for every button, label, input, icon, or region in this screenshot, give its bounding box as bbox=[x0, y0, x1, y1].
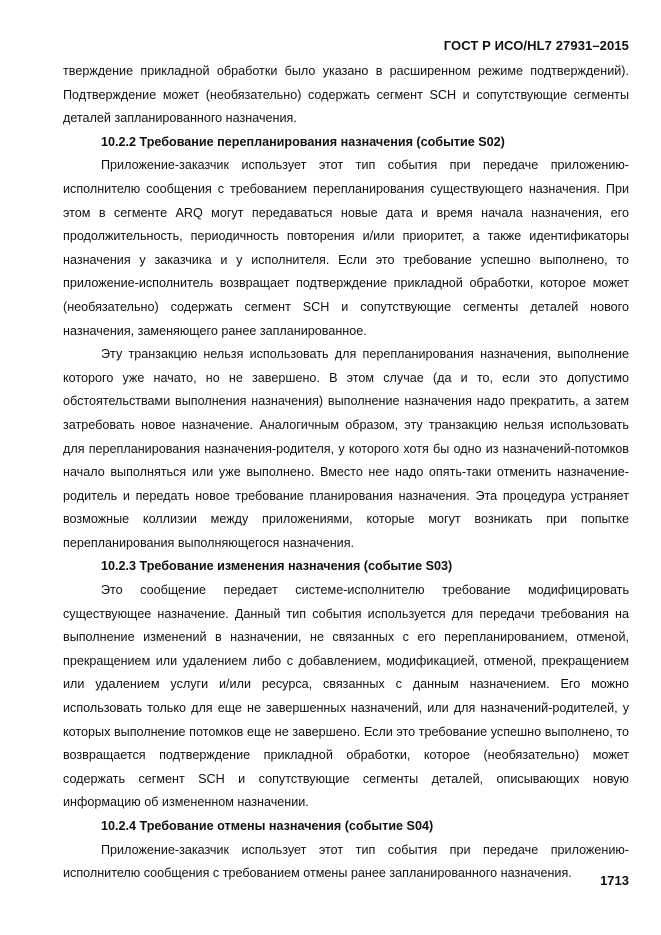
paragraph: Это сообщение передает системе-исполнителю требование модифицировать существующее назначение. Данный тип события используется для передачи требования на выполнение изменений в назначении, не связанных с его перепланированием, отменой, прекращением или удалением либо с добавлением, модификацией, отменой, прекращением или удалением услуги и/или ресурса, связанных с данным назначением. Его можно использовать только для еще не завершенных назначений, или для назначений-родителей, у которых выполнение потомков еще не завершено. Если это требование успешно выполнено, то возвращается подтверждение прикладной обработки, которое (необязательно) может содержать сегмент SCH и сопутствующие сегменты деталей, описывающих новую информацию об измененном назначении. bbox=[63, 583, 629, 810]
document-body bbox=[63, 60, 629, 886]
paragraph: Эту транзакцию нельзя использовать для перепланирования назначения, выполнение которого уже начато, но не завершено. В этом случае (да и то, если это допустимо обстоятельствами выполнения назначения) выполнение назначения надо прекратить, а затем затребовать новое назначение. Аналогичным образом, эту транзакцию нельзя использовать для перепланирования назначения-родителя, у которого хотя бы одно из назначений-потомков начало выполняться или уже выполнено. Вместо нее надо опять-таки отменить назначение-родитель и передать новое требование планирования назначения. Эта процедура устраняет возможные коллизии между приложениями, которые могут возникать при попытке перепланирования выполняющегося назначения. bbox=[63, 347, 629, 550]
section-heading-10-2-4: 10.2.4 Требование отмены назначения (событие S04) bbox=[101, 819, 434, 833]
paragraph-continuation: тверждение прикладной обработки было указано в расширенном режиме подтверждений). Подтверждение может (необязательно) содержать сегмент SCH и сопутствующие сегменты деталей запланированного назначения. bbox=[63, 64, 629, 126]
section-heading-10-2-2: 10.2.2 Требование перепланирования назначения (событие S02) bbox=[101, 134, 505, 149]
paragraph: Приложение-заказчик использует этот тип события при передаче приложению-исполнителю сообщения с требованием перепланирования существующего назначения. При этом в сегменте ARQ могут передаваться новые дата и время начала назначения, его продолжительность, периодичность повторения и/или приоритет, а также идентификаторы назначения у заказчика и у исполнителя. Если это требование успешно выполнено, то приложение-исполнитель возвращает подтверждение прикладной обработки, которое может (необязательно) содержать сегмент SCH и сопутствующие сегменты деталей нового назначения, заменяющего ранее запланированное. bbox=[63, 158, 629, 338]
paragraph: Приложение-заказчик использует этот тип события при передаче приложению-исполнителю сообщения с требованием отмены ранее запланированного назначения. bbox=[63, 842, 629, 881]
section-heading-10-2-3: 10.2.3 Требование изменения назначения (событие S03) bbox=[101, 559, 453, 574]
document-header: ГОСТ Р ИСО/HL7 27931–2015 bbox=[443, 38, 629, 53]
page-number: 1713 bbox=[600, 873, 629, 888]
